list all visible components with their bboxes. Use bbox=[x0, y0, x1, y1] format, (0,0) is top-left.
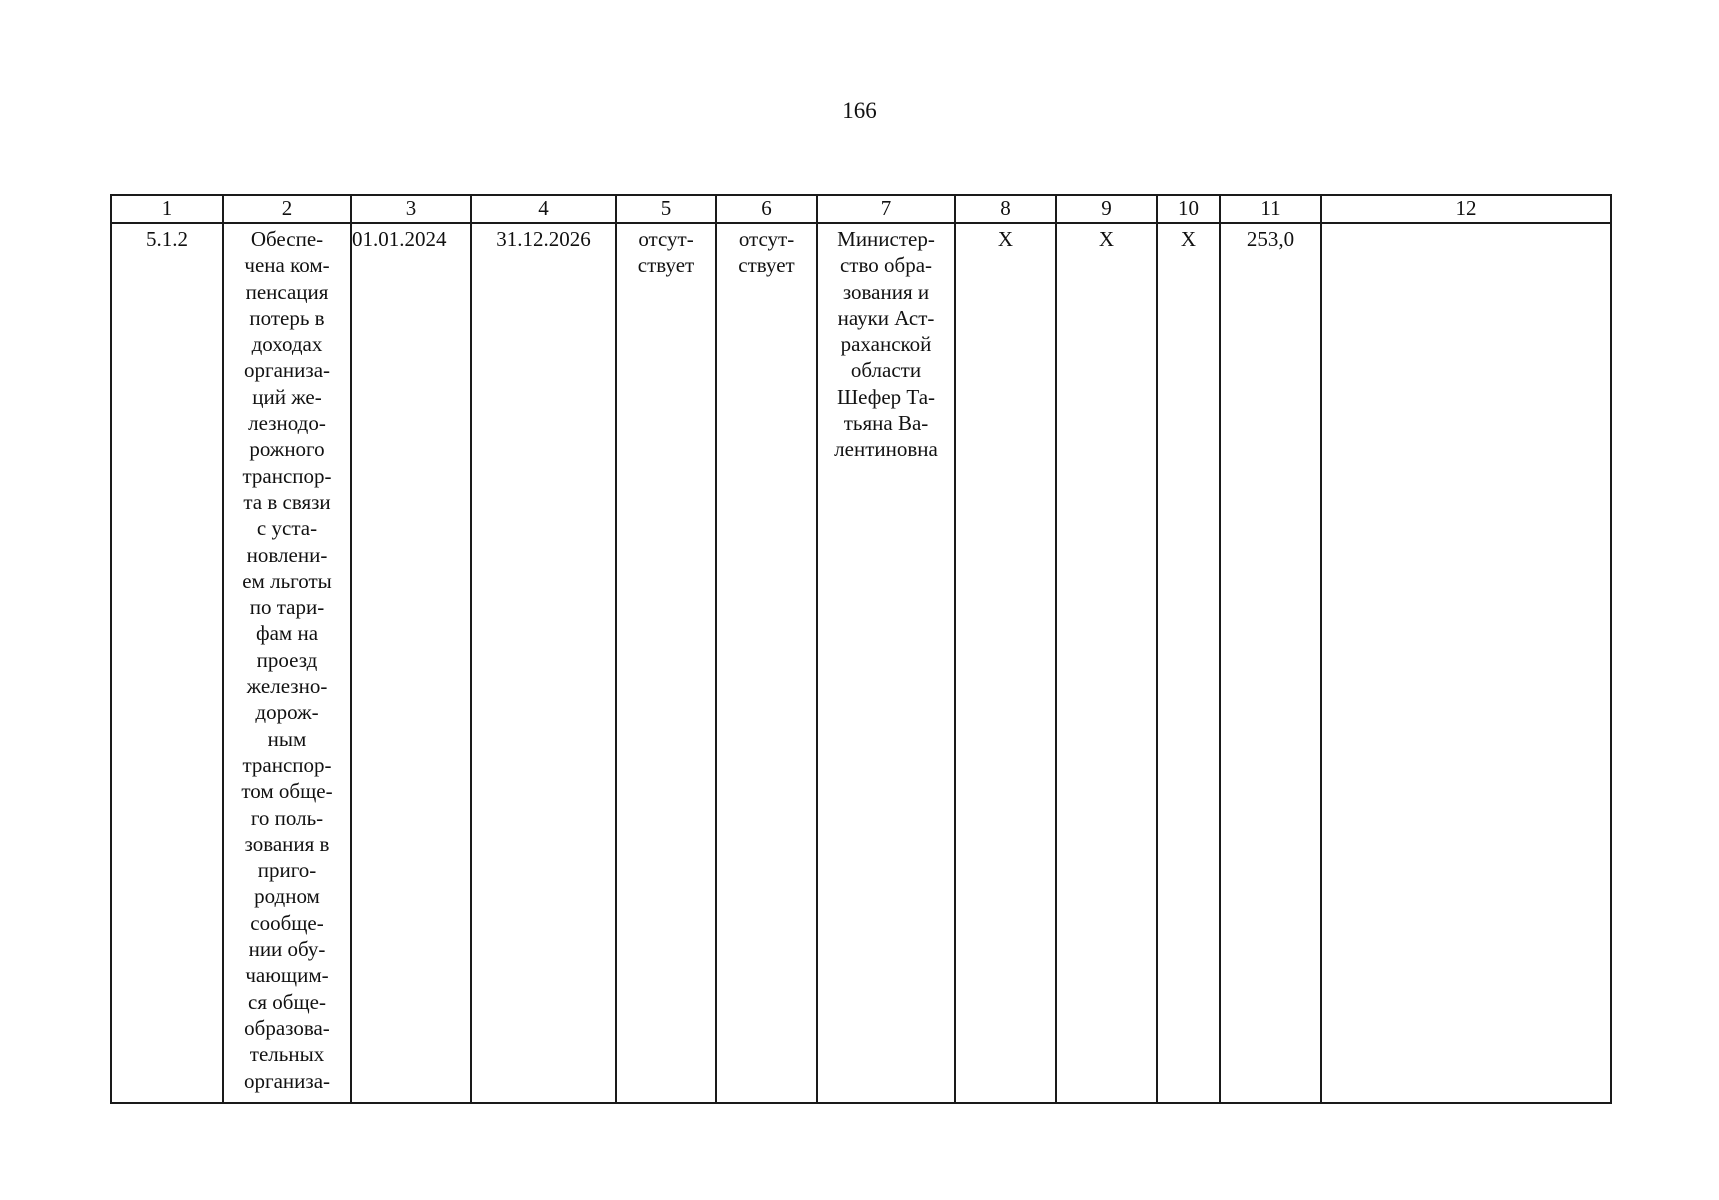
header-cell-12: 12 bbox=[1321, 195, 1611, 223]
col6-value: отсут- ствует bbox=[738, 227, 795, 278]
responsible-party: Министер- ство обра- зования и науки Аст- раханской области Шефер Та- тьяна Ва- лентиновна bbox=[834, 227, 938, 462]
end-date: 31.12.2026 bbox=[496, 227, 591, 251]
col12-cell bbox=[1321, 223, 1611, 1103]
item-number: 5.1.2 bbox=[146, 227, 188, 251]
start-date: 01.01.2024 bbox=[352, 227, 447, 251]
header-cell-6: 6 bbox=[716, 195, 817, 223]
col10-cell bbox=[1157, 223, 1220, 1103]
col5-cell bbox=[616, 223, 716, 1103]
header-cell-4: 4 bbox=[471, 195, 616, 223]
header-cell-8: 8 bbox=[955, 195, 1056, 223]
header-cell-9: 9 bbox=[1056, 195, 1157, 223]
col6-cell bbox=[716, 223, 817, 1103]
header-row bbox=[111, 195, 1611, 223]
header-cell-10: 10 bbox=[1157, 195, 1220, 223]
col9-value: X bbox=[1098, 227, 1115, 251]
description-cell bbox=[223, 223, 351, 1103]
responsible-cell bbox=[817, 223, 955, 1103]
header-cell-1: 1 bbox=[111, 195, 223, 223]
header-cell-5: 5 bbox=[616, 195, 716, 223]
start-date-cell bbox=[351, 223, 471, 1103]
table-row bbox=[111, 223, 1611, 1103]
col11-value: 253,0 bbox=[1246, 227, 1295, 251]
col9-cell bbox=[1056, 223, 1157, 1103]
item-number-cell bbox=[111, 223, 223, 1103]
program-table bbox=[110, 194, 1612, 1104]
col8-cell bbox=[955, 223, 1056, 1103]
header-cell-3: 3 bbox=[351, 195, 471, 223]
col10-value: X bbox=[1180, 227, 1197, 251]
page-number: 166 bbox=[842, 98, 877, 123]
header-cell-7: 7 bbox=[817, 195, 955, 223]
col5-value: отсут- ствует bbox=[637, 227, 695, 278]
col11-cell bbox=[1220, 223, 1321, 1103]
header-cell-2: 2 bbox=[223, 195, 351, 223]
header-cell-11: 11 bbox=[1220, 195, 1321, 223]
end-date-cell bbox=[471, 223, 616, 1103]
col8-value: X bbox=[997, 227, 1014, 251]
item-description: Обеспе- чена ком- пенсация потерь в доходах организа- ций же- лезнодо- рожного транспор- та в связи с уста- новлени- ем льготы по тари- фам на проезд железно- дорож- ным транспор- том обще- го поль- зования в приго- родном сообще- нии обу- чающим- ся обще- образова- тельных организа- bbox=[241, 227, 333, 1093]
